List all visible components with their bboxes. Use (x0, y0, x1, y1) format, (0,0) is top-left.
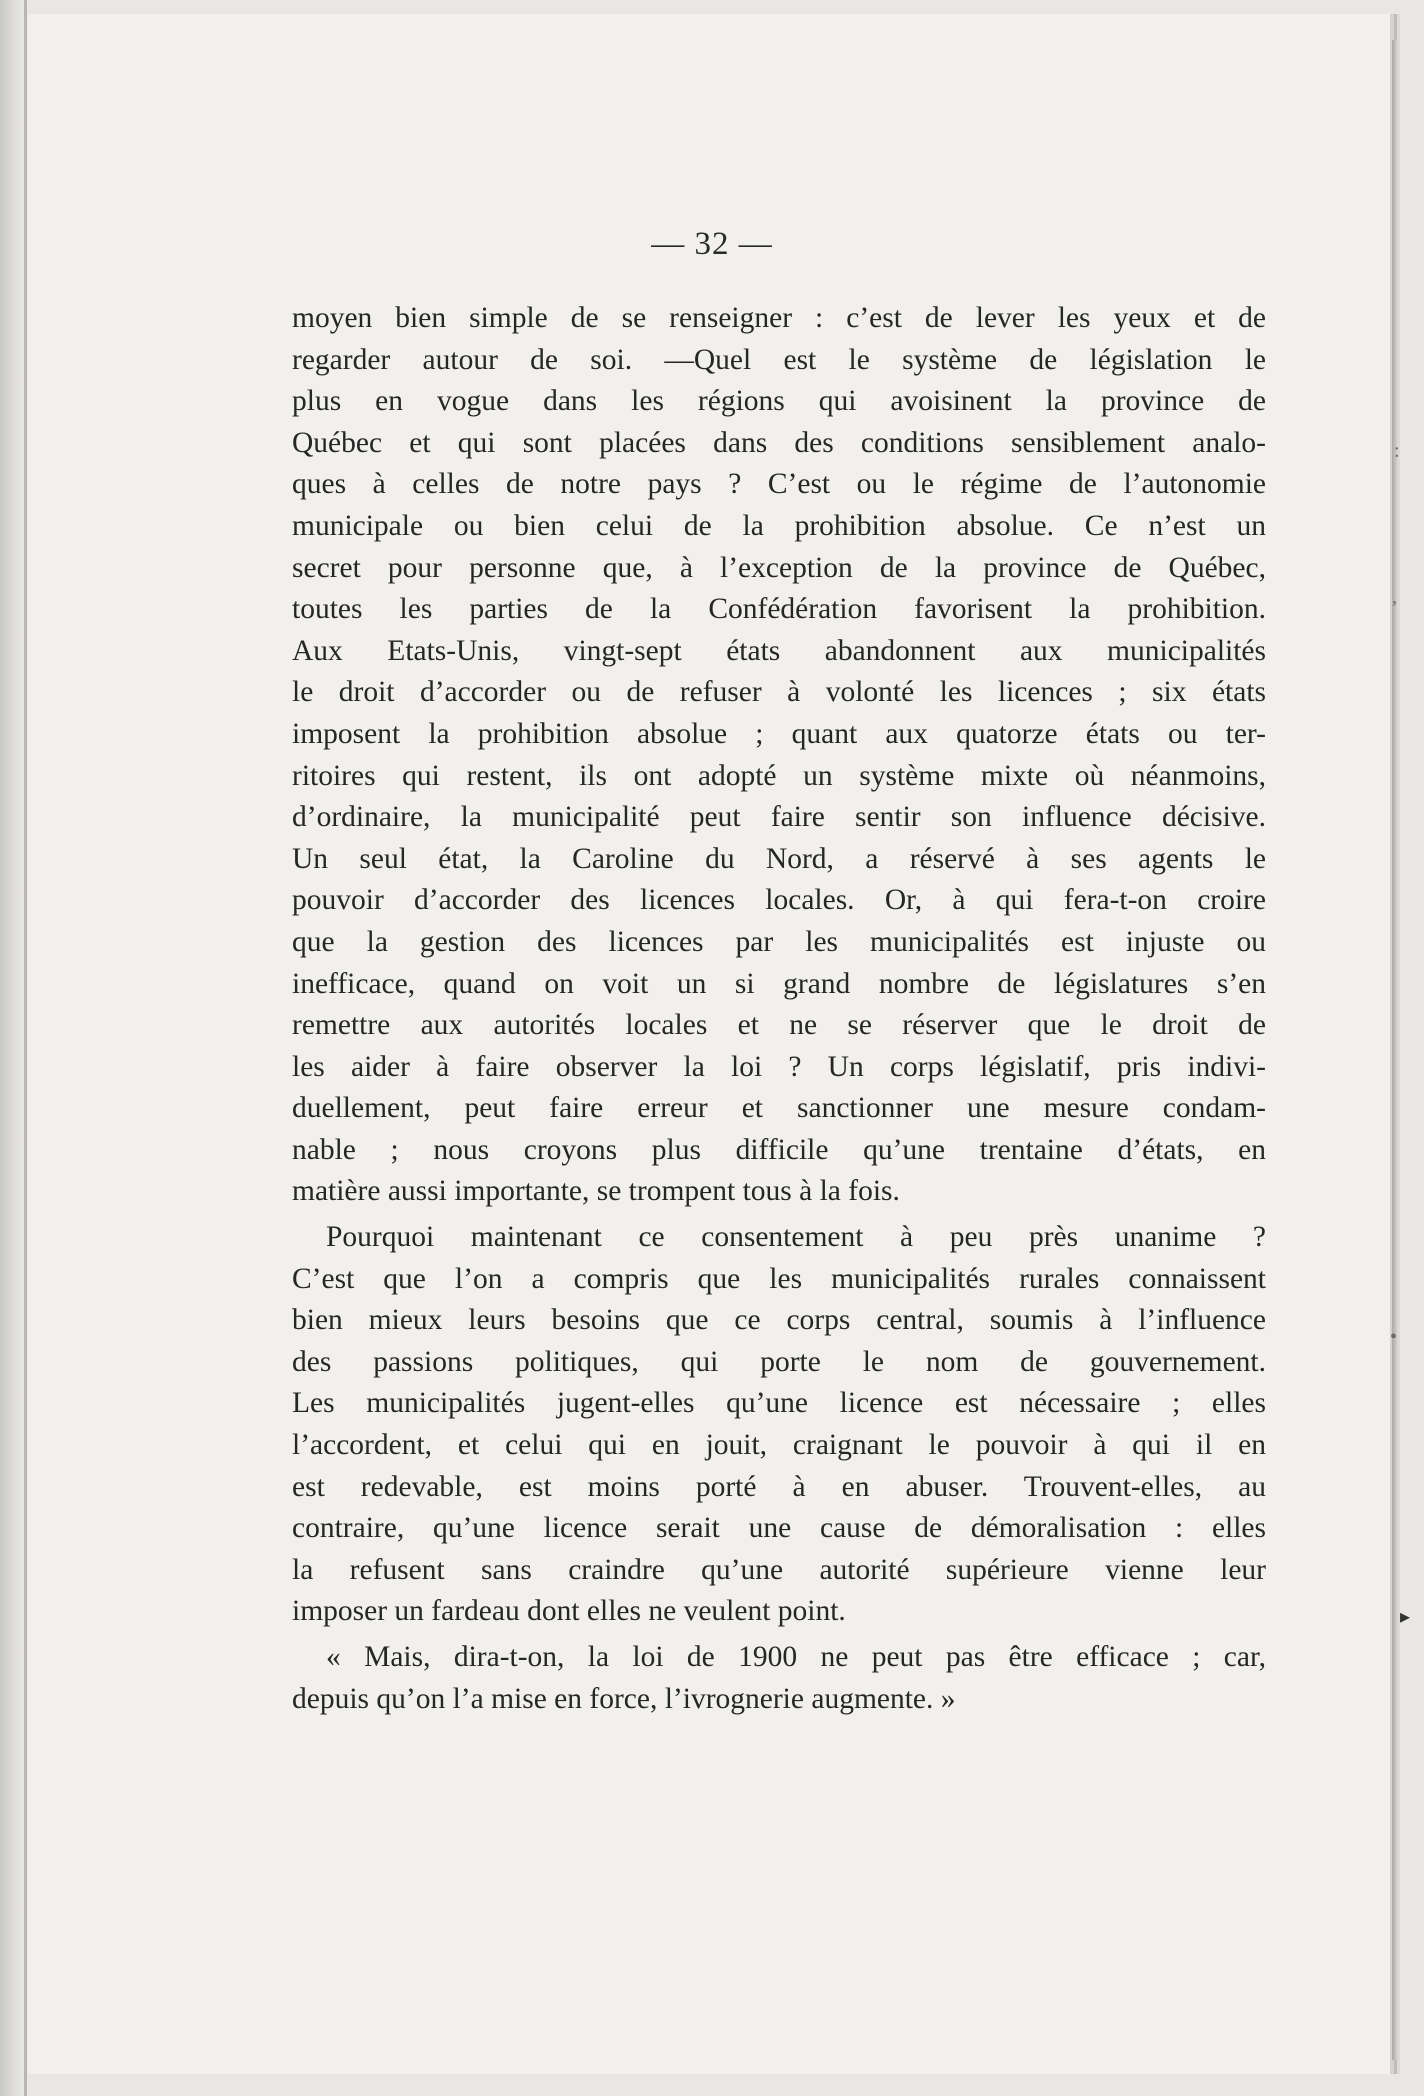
text-line: pouvoir d’accorder des licences locales. Or, à qui fera-t-on croire (292, 884, 1266, 917)
scan-speck: • (1390, 1326, 1398, 1348)
text-line: C’est que l’on a compris que les municipalités rurales connaissent (292, 1262, 1266, 1295)
text-line: Les municipalités jugent-elles qu’une licence est nécessaire ; elles (292, 1387, 1266, 1420)
text-line: Québec et qui sont placées dans des conditions sensiblement analo- (292, 426, 1266, 459)
scan-speck: : (1394, 440, 1400, 462)
text-line: depuis qu’on l’a mise en force, l’ivrognerie augmente. » (292, 1682, 956, 1715)
scan-speck: , (1392, 586, 1397, 608)
paragraph-3 (292, 1637, 1266, 1720)
text-line: imposer un fardeau dont elles ne veulent point. (292, 1595, 846, 1628)
text-line: moyen bien simple de se renseigner : c’est de lever les yeux et de (292, 302, 1266, 334)
text-line: remettre aux autorités locales et ne se réserver que le droit de (292, 1009, 1266, 1042)
text-line: contraire, qu’une licence serait une cause de démoralisation : elles (292, 1512, 1266, 1545)
text-line: des passions politiques, qui porte le nom de gouvernement. (292, 1345, 1266, 1378)
text-line: ritoires qui restent, ils ont adopté un système mixte où néanmoins, (292, 759, 1266, 792)
text-line: Pourquoi maintenant ce consentement à peu près unanime ? (326, 1221, 1266, 1254)
page-number: — 32 — (651, 226, 773, 262)
text-line: l’accordent, et celui qui en jouit, craignant le pouvoir à qui il en (292, 1429, 1266, 1462)
text-line: la refusent sans craindre qu’une autorité supérieure vienne leur (292, 1553, 1266, 1586)
text-line: d’ordinaire, la municipalité peut faire sentir son influence décisive. (292, 801, 1266, 834)
text-line: plus en vogue dans les régions qui avoisinent la province de (292, 385, 1266, 418)
text-line: toutes les parties de la Confédération favorisent la prohibition. (292, 593, 1266, 626)
text-line: est redevable, est moins porté à en abuser. Trouvent-elles, au (292, 1470, 1266, 1503)
page-edge-shadow (1392, 40, 1398, 2060)
text-line: « Mais, dira-t-on, la loi de 1900 ne peut pas être efficace ; car, (326, 1641, 1266, 1673)
binding-edge (0, 0, 22, 2096)
text-line: inefficace, quand on voit un si grand nombre de législatures s’en (292, 967, 1266, 1000)
text-line: que la gestion des licences par les municipalités est injuste ou (292, 925, 1266, 958)
text-line: Aux Etats-Unis, vingt-sept états abandonnent aux municipalités (292, 634, 1266, 667)
text-line: secret pour personne que, à l’exception de la province de Québec, (292, 551, 1266, 584)
paragraph-1 (292, 298, 1266, 1213)
text-line: Un seul état, la Caroline du Nord, a réservé à ses agents le (292, 842, 1266, 875)
scan-speck: ▸ (1400, 1606, 1411, 1628)
text-line: nable ; nous croyons plus difficile qu’une trentaine d’états, en (292, 1133, 1266, 1166)
text-line: municipale ou bien celui de la prohibition absolue. Ce n’est un (292, 509, 1266, 542)
binding-edge-line (24, 0, 27, 2096)
body-text (292, 298, 1266, 1720)
text-line: le droit d’accorder ou de refuser à volonté les licences ; six états (292, 676, 1266, 709)
text-line: matière aussi importante, se trompent tous à la fois. (292, 1175, 900, 1208)
text-line: imposent la prohibition absolue ; quant aux quatorze états ou ter- (292, 717, 1266, 750)
text-line: bien mieux leurs besoins que ce corps central, soumis à l’influence (292, 1304, 1266, 1337)
text-line: regarder autour de soi. —Quel est le système de législation le (292, 343, 1266, 376)
paragraph-2 (292, 1217, 1266, 1633)
text-line: les aider à faire observer la loi ? Un corps législatif, pris indivi- (292, 1050, 1266, 1083)
text-line: ques à celles de notre pays ? C’est ou le régime de l’autonomie (292, 468, 1266, 501)
text-line: duellement, peut faire erreur et sanctionner une mesure condam- (292, 1092, 1266, 1125)
